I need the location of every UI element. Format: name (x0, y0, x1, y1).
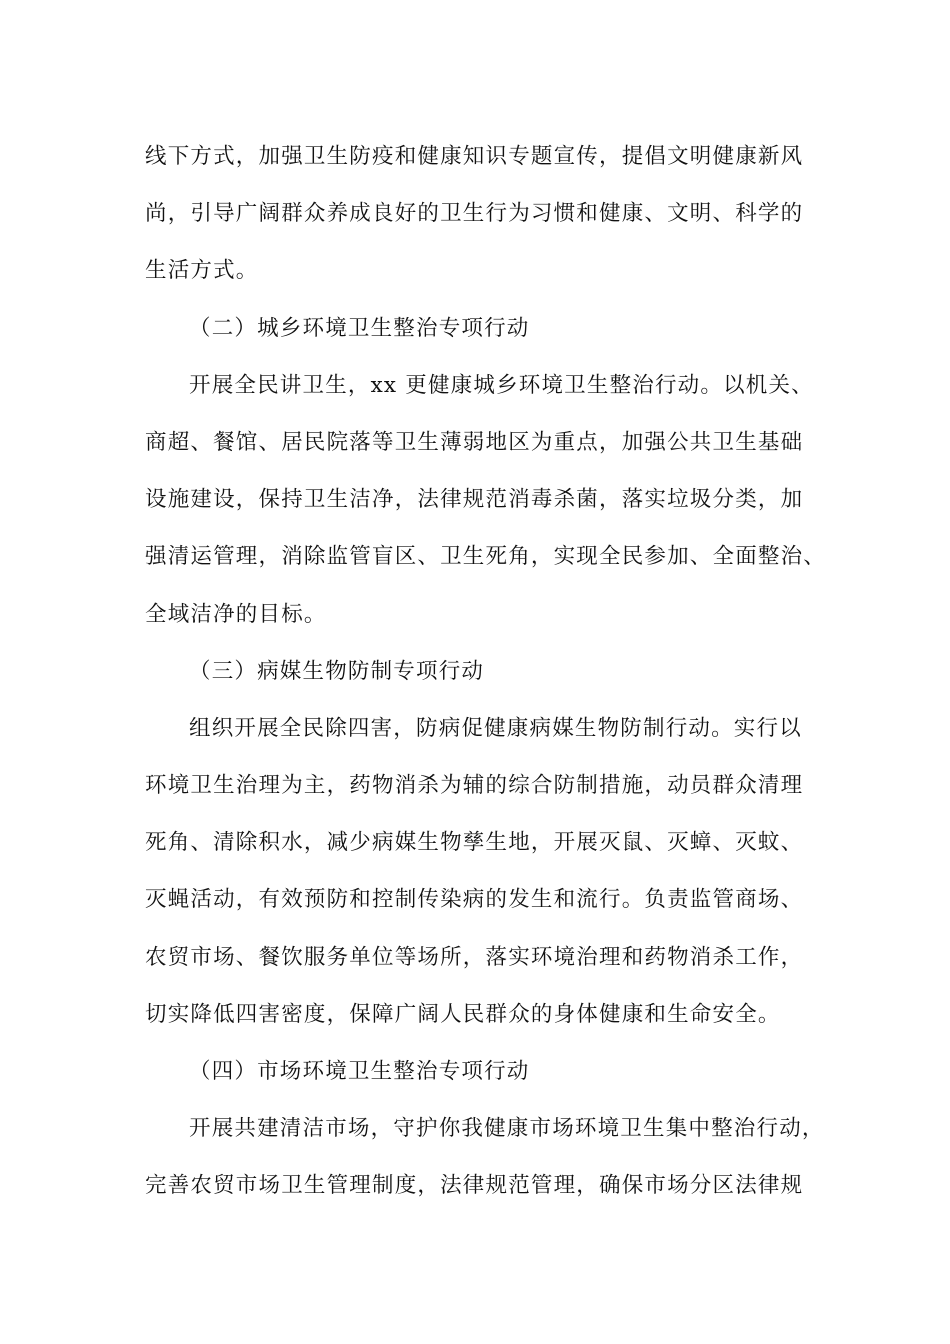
paragraph-line: 死角、清除积水，减少病媒生物孳生地，开展灭鼠、灭蟑、灭蚊、 (145, 830, 804, 856)
paragraph-line: 全域洁净的目标。 (145, 601, 327, 627)
paragraph-line: 灭蝇活动，有效预防和控制传染病的发生和流行。负责监管商场、 (145, 887, 804, 913)
paragraph-line: 生活方式。 (145, 258, 259, 284)
section-heading-2: （二）城乡环境卫生整治专项行动 (189, 315, 530, 341)
paragraph-line: 切实降低四害密度，保障广阔人民群众的身体健康和生命安全。 (145, 1001, 781, 1027)
paragraph-line: 环境卫生治理为主，药物消杀为辅的综合防制措施，动员群众清理 (145, 773, 804, 799)
paragraph-line: 强清运管理，消除监管盲区、卫生死角，实现全民参加、全面整治、 (145, 544, 827, 570)
paragraph-line: 线下方式，加强卫生防疫和健康知识专题宣传，提倡文明健康新风 (145, 144, 804, 169)
paragraph-line: 开展共建清洁市场，守护你我健康市场环境卫生集中整治行动， (189, 1116, 825, 1142)
paragraph-line: 设施建设，保持卫生洁净，法律规范消毒杀菌，落实垃圾分类，加 (145, 487, 804, 513)
section-heading-4: （四）市场环境卫生整治专项行动 (189, 1059, 530, 1084)
paragraph-line: 完善农贸市场卫生管理制度，法律规范管理，确保市场分区法律规 (145, 1173, 804, 1199)
paragraph-line: 尚，引导广阔群众养成良好的卫生行为习惯和健康、文明、科学的 (145, 201, 804, 227)
section-heading-3: （三）病媒生物防制专项行动 (189, 658, 485, 684)
paragraph-line: 开展全民讲卫生，xx 更健康城乡环境卫生整治行动。以机关、 (189, 372, 814, 398)
paragraph-line: 农贸市场、餐饮服务单位等场所，落实环境治理和药物消杀工作， (145, 944, 804, 970)
document-body (145, 128, 835, 1215)
paragraph-line: 组织开展全民除四害，防病促健康病媒生物防制行动。实行以 (189, 715, 802, 741)
paragraph-line: 商超、餐馆、居民院落等卫生薄弱地区为重点，加强公共卫生基础 (145, 429, 804, 455)
